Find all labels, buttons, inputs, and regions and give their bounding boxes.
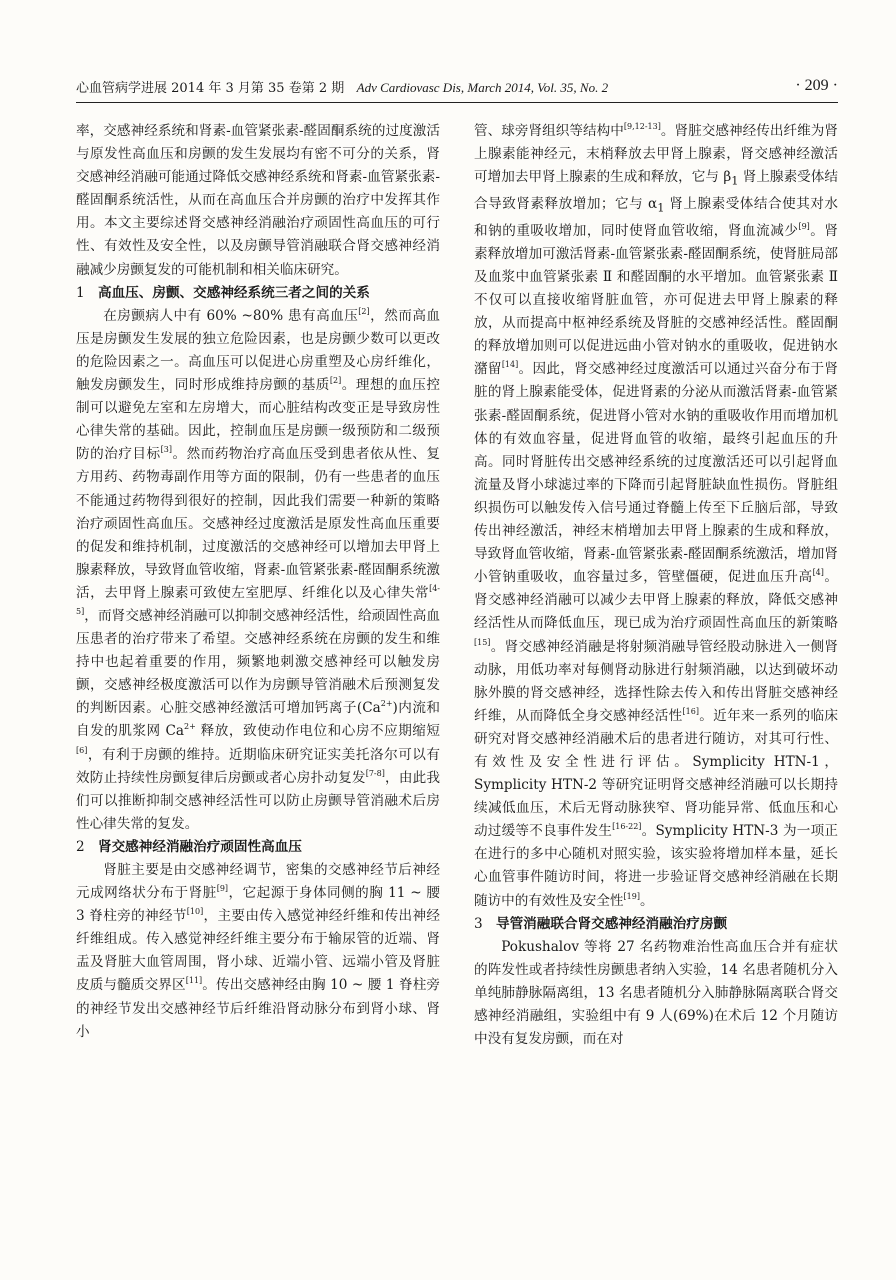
citation-ref: [2] <box>358 306 370 316</box>
section-title: 肾交感神经消融治疗顽固性高血压 <box>98 838 302 855</box>
citation-ref: [2] <box>329 376 342 386</box>
subscript: 1 <box>657 200 665 215</box>
citation-ref: [4] <box>812 568 824 578</box>
citation-ref: [6] <box>76 745 88 755</box>
text-run: 。肾脏交感神经传出纤维为肾上腺素能神经元，末梢释放去甲肾上腺素，肾交感神经激活可增加去甲肾上腺素的生成和释放，它与 β <box>474 123 839 186</box>
text-run: 管、球旁肾组织等结构中 <box>474 123 624 139</box>
citation-ref: [9,12-13] <box>623 122 661 131</box>
citation-ref: [3] <box>160 445 172 455</box>
text-run: 。因此，肾交感神经过度激活可以通过兴奋分布于肾脏的肾上腺素能受体，促进肾素的分泌从而激活肾素-血管紧张素-醛固酮系统，促进肾小管对水钠的重吸收作用而增加机体的有效血容量，促进肾血管的收缩，最终引起血压的升高。同时肾脏传出交感神经系统的过度激活还可以引起肾血流量及肾小球滤过率的下降而引起肾脏缺血性损伤。肾脏组织损伤可以触发传入信号通过脊髓上传至下丘脑后部，导致传出神经激活，神经末梢增加去甲肾上腺素的生成和释放，导致肾血管收缩，肾素-血管紧张素-醛固酮系统激活，增加肾小管钠重吸收，血容量过多，管壁僵硬，促进血压升高 <box>474 361 839 586</box>
text-run: 。近年来一系列的临床研究对肾交感神经消融术后的患者进行随访，对其可行性、有效性及安全性进行评估。Symplicity HTN-1，Symplicity HTN-2 等研究证明肾交感神经消融可以长期持续减低血压，术后无肾动脉狭窄、肾功能异常、低血压和心动过缓等不良事件发生 <box>474 707 838 840</box>
text-run: 。肾交感神经消融可以减少去甲肾上腺素的释放，降低交感神经活性从而降低血压，现已成为治疗顽固性高血压的新策略 <box>474 569 839 632</box>
section-number: 2 <box>76 838 85 855</box>
text-run: 在房颤病人中有 60% ~80% 患有高血压 <box>103 307 359 324</box>
text-run: )内流和自发的肌浆网 Ca <box>76 700 440 740</box>
text-run: ，由此我们可以推断抑制交感神经活性可以防止房颤导管消融术后房性心律失常的复发。 <box>76 769 441 832</box>
charge-superscript: 2+ <box>380 699 393 709</box>
charge-superscript: 2+ <box>184 722 196 732</box>
citation-ref: [19] <box>623 891 640 901</box>
paragraph-section-1 <box>76 305 440 836</box>
text-run: 肾上腺素受体结合使其对水和钠的重吸收增加，同时使肾血管收缩，肾血流减少 <box>474 196 838 239</box>
text-run: 。肾素释放增加可激活肾素-血管紧张素-醛固酮系统，使肾脏局部及血浆中血管紧张素 Ⅱ 和醛固酮的水平增加。血管紧张素 Ⅱ 不仅可以直接收缩肾脏血管，亦可促进去甲肾上腺素的释放，从而提高中枢神经系统及肾脏的交感神经活性。醛固酮的释放增加则可以促进远曲小管对钠水的重吸收，促进钠水潴留 <box>474 222 839 378</box>
section-heading-3 <box>474 913 838 936</box>
paragraph-intro-end: 率，交感神经系统和肾素-血管紧张素-醛固酮系统的过度激活与原发性高血压和房颤的发生发展均有密不可分的关系，肾交感神经消融可能通过降低交感神经系统和肾素-血管紧张素-醛固酮系统活性，从而在高血压合并房颤的治疗中发挥其作用。本文主要综述肾交感神经消融治疗顽固性高血压的可行性、有效性及安全性，以及房颤导管消融联合肾交感神经消融减少房颤复发的可能机制和相关临床研究。 <box>76 123 440 278</box>
section-title: 高血压、房颤、交感神经系统三者之间的关系 <box>98 284 370 301</box>
section-title: 导管消融联合肾交感神经消融治疗房颤 <box>496 915 728 932</box>
citation-ref: [14] <box>501 360 519 370</box>
paragraph-section-3: Pokushalov 等将 27 名药物难治性高血压合并有症状的阵发性或者持续性房颤患者纳入实验，14 名患者随机分入单纯肺静脉隔离组，13 名患者随机分入肺静脉隔离联合肾交感神经消融组，实验组中有 9 人(69%)在术后 12 个月随访中没有复发房颤，而在对 <box>474 938 838 1048</box>
paragraph-section-2-cont <box>474 120 838 913</box>
citation-ref: [15] <box>474 637 491 647</box>
text-run: 肾脏主要是由交感神经调节，密集的交感神经节后神经元成网络状分布于肾脏 <box>76 862 440 902</box>
page-number: · 209 · <box>795 77 838 94</box>
text-run: 。然而药物治疗高血压受到患者依从性、复方用药、药物毒副作用等方面的限制，仍有一些患者的血压不能通过药物得到很好的控制，因此我们需要一种新的策略治疗顽固性高血压。交感神经过度激活是原发性高血压重要的促发和维持机制，过度激活的交感神经可以增加去甲肾上腺素释放，导致肾血管收缩，肾素-血管紧张素-醛固酮系统激活，去甲肾上腺素可致使左室肥厚、纤维化以及心律失常 <box>76 446 441 601</box>
text-run: 。传出交感神经由胸 10 ~ 腰 1 脊柱旁的神经节发出交感神经节后纤维沿肾动脉分布到肾小球、肾小 <box>76 977 441 1040</box>
text-run: ，主要由传入感觉神经纤维和传出神经纤维组成。传入感觉神经纤维主要分布于输尿管的近端、肾盂及肾脏大血管周围，肾小球、近端小管、远端小管及肾脏皮质与髓质交界区 <box>76 908 440 994</box>
section-heading-1 <box>76 282 440 305</box>
text-run: 。 <box>639 892 654 909</box>
citation-ref: [11] <box>185 976 203 986</box>
subscript: 1 <box>731 173 739 188</box>
right-column <box>474 120 838 1051</box>
left-column <box>76 120 440 1044</box>
citation-ref: [10] <box>186 907 204 917</box>
citation-ref: [16-22] <box>612 822 642 832</box>
section-heading-2 <box>76 836 440 859</box>
citation-ref: [9] <box>216 884 229 894</box>
text-run: 。肾交感神经消融是将射频消融导管经股动脉进入一侧肾动脉，用低功率对每侧肾动脉进行射频消融，以达到破坏动脉外膜的肾交感神经，选择性除去传入和传出肾脏交感神经纤维，从而降低全身交感神经活性 <box>474 638 838 724</box>
journal-en: Adv Cardiovasc Dis, March 2014, Vol. 35, No. 2 <box>356 80 609 95</box>
running-header <box>76 76 838 103</box>
citation-ref: [9] <box>798 221 810 231</box>
text-run: 。理想的血压控制可以避免左室和左房增大，而心脏结构改变正是导致房性心律失常的基础。因此，控制血压是房颤一级预防和二级预防的治疗目标 <box>76 377 441 463</box>
text-run: 。Symplicity HTN-3 为一项正在进行的多中心随机对照实验，该实验将增加样本量，延长心血管事件随访时间，将进一步验证肾交感神经消融在长期随访中的有效性及安全性 <box>474 823 838 909</box>
section-number: 1 <box>76 284 85 301</box>
text-run: ，它起源于身体同侧的胸 11 ~ 腰 3 脊柱旁的神经节 <box>76 885 440 925</box>
text-run: 释放，致使动作电位和心房不应期缩短 <box>195 723 441 740</box>
citation-ref: [4-5] <box>76 583 440 616</box>
text-run: ，然而高血压是房颤发生发展的独立危险因素，也是房颤少数可以更改的危险因素之一。高血压可以促进心房重塑及心房纤维化，触发房颤发生，同时形成维持房颤的基质 <box>76 307 441 394</box>
section-number: 3 <box>474 915 483 932</box>
journal-citation <box>76 78 608 99</box>
text-run: ，而肾交感神经消融可以抑制交感神经活性，给顽固性高血压患者的治疗带来了希望。交感神经系统在房颤的发生和维持中也起着重要的作用，频繁地刺激交感神经可以触发房颤，交感神经极度激活可以作为房颤导管消融术后预测复发的判断因素。心脏交感神经激活可增加钙离子(Ca <box>76 607 440 717</box>
citation-ref: [16] <box>682 706 699 716</box>
journal-cn: 心血管病学进展 2014 年 3 月第 35 卷第 2 期 <box>76 81 345 96</box>
text-run: 肾上腺素受体结合导致肾素释放增加；它与 α <box>474 169 838 212</box>
citation-ref: [7-8] <box>365 768 385 778</box>
text-run: ，有利于房颤的维持。近期临床研究证实美托洛尔可以有效防止持续性房颤复律后房颤或者心房扑动复发 <box>76 746 440 786</box>
paragraph-section-2 <box>76 859 440 1044</box>
